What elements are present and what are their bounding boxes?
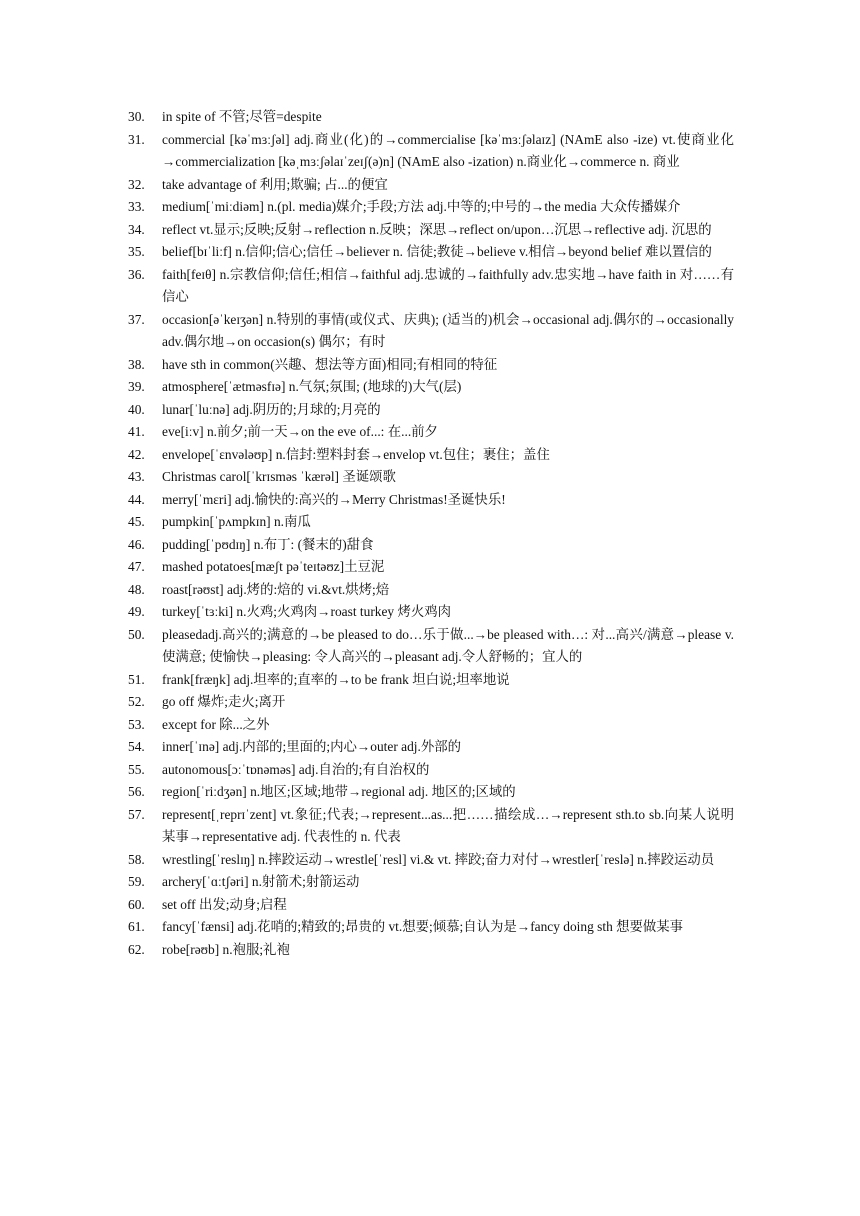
entry-text: in spite of 不管;尽管=despite (162, 109, 322, 124)
entry-text: frank[fræŋk] adj.坦率的;直率的→to be frank 坦白说;坦率地说 (162, 671, 510, 687)
entry-text: merry[ˈmɛri] adj.愉快的:高兴的→Merry Christmas!圣诞快乐! (162, 491, 506, 507)
entry-number: 31. (128, 131, 145, 147)
vocab-entry-51 (128, 669, 734, 692)
entry-number: 34. (128, 221, 145, 237)
vocab-entry-49 (128, 601, 734, 624)
entry-text: faith[feɪθ] n.宗教信仰;信任;相信→faithful adj.忠诚的→faithfully adv.忠实地→have faith in 对……有信心 (162, 266, 734, 304)
entry-text: have sth in common(兴趣、想法等方面)相同;有相同的特征 (162, 356, 498, 372)
entry-number: 30. (128, 109, 145, 124)
entry-number: 62. (128, 941, 145, 957)
entry-text: fancy[ˈfænsi] adj.花哨的;精致的;昂贵的 vt.想要;倾慕;自认为是→fancy doing sth 想要做某事 (162, 919, 684, 934)
entry-text: belief[bɪˈliːf] n.信仰;信心;信任→believer n. 信徒;教徒→believe v.相信→beyond belief 难以置信的 (162, 244, 712, 259)
vocab-entry-62 (128, 939, 734, 962)
vocab-entry-59 (128, 871, 734, 894)
entry-text: wrestling[ˈreslɪŋ] n.摔跤运动→wrestle[ˈresl] vi.& vt. 摔跤;奋力对付→wrestler[ˈreslə] n.摔跤运动员 (162, 851, 715, 867)
entry-number: 61. (128, 919, 145, 934)
vocab-entry-47 (128, 556, 734, 579)
vocab-entry-36 (128, 264, 734, 309)
vocab-entry-53 (128, 714, 734, 737)
entry-text: set off 出发;动身;启程 (162, 896, 287, 912)
vocabulary-list (128, 106, 734, 961)
vocab-entry-54 (128, 736, 734, 759)
entry-number: 44. (128, 491, 145, 507)
entry-text: medium[ˈmiːdiəm] n.(pl. media)媒介;手段;方法 adj.中等的;中号的→the media 大众传播媒介 (162, 199, 681, 214)
entry-text: roast[rəʊst] adj.烤的:焙的 vi.&vt.烘烤;焙 (162, 581, 390, 597)
vocab-entry-61 (128, 916, 734, 939)
entry-text: eve[iːv] n.前夕;前一天→on the eve of...: 在...前夕 (162, 424, 438, 439)
entry-text: commercial [kəˈmɜːʃəl] adj.商业(化)的→commercialise [kəˈmɜːʃəlaɪz] (NAmE also -ize) vt.使商业化→commercialization [kəˌmɜːʃəlaɪˈzeɪʃ(ə)n] (NAmE also -ization) n.商业化→commerce n. 商业 (162, 131, 734, 169)
entry-number: 45. (128, 514, 145, 529)
vocab-entry-42 (128, 444, 734, 467)
vocab-entry-58 (128, 849, 734, 872)
entry-text: turkey[ˈtɜːki] n.火鸡;火鸡肉→roast turkey 烤火鸡肉 (162, 604, 452, 619)
entry-text: archery[ˈɑːtʃəri] n.射箭术;射箭运动 (162, 874, 360, 889)
vocab-entry-34 (128, 219, 734, 242)
entry-number: 52. (128, 694, 145, 709)
entry-number: 38. (128, 356, 145, 372)
entry-number: 55. (128, 761, 145, 777)
entry-number: 32. (128, 176, 145, 192)
entry-text: go off 爆炸;走火;离开 (162, 694, 286, 709)
vocab-entry-50 (128, 624, 734, 669)
entry-number: 36. (128, 266, 145, 282)
vocab-entry-44 (128, 489, 734, 512)
entry-text: occasion[əˈkeɪʒən] n.特别的事情(或仪式、庆典); (适当的)机会→occasional adj.偶尔的→occasionally adv.偶尔地→on occasion(s) 偶尔；有时 (162, 311, 734, 349)
vocab-entry-52 (128, 691, 734, 714)
entry-number: 46. (128, 536, 145, 552)
entry-number: 37. (128, 311, 145, 327)
vocab-entry-48 (128, 579, 734, 602)
vocab-entry-37 (128, 309, 734, 354)
entry-number: 48. (128, 581, 145, 597)
vocab-entry-40 (128, 399, 734, 422)
entry-text: represent[ˌreprɪˈzent] vt.象征;代表;→represent...as...把……描绘成…→represent sth.to sb.向某人说明某事→representative adj. 代表性的 n. 代表 (162, 806, 734, 844)
vocab-entry-46 (128, 534, 734, 557)
vocab-entry-55 (128, 759, 734, 782)
entry-text: Christmas carol[ˈkrɪsməs ˈkærəl] 圣诞颂歌 (162, 469, 396, 484)
entry-text: pumpkin[ˈpʌmpkɪn] n.南瓜 (162, 514, 311, 529)
entry-number: 51. (128, 671, 145, 687)
vocab-entry-31 (128, 129, 734, 174)
vocab-entry-56 (128, 781, 734, 804)
entry-number: 49. (128, 604, 145, 619)
vocab-entry-32 (128, 174, 734, 197)
entry-number: 41. (128, 424, 145, 439)
entry-number: 35. (128, 244, 145, 259)
entry-number: 39. (128, 379, 145, 394)
vocab-entry-38 (128, 354, 734, 377)
entry-number: 50. (128, 626, 145, 642)
entry-text: except for 除...之外 (162, 716, 270, 732)
entry-text: inner[ˈɪnə] adj.内部的;里面的;内心→outer adj.外部的 (162, 739, 461, 754)
entry-text: take advantage of 利用;欺骗; 占...的便宜 (162, 176, 388, 192)
vocab-entry-45 (128, 511, 734, 534)
vocab-entry-41 (128, 421, 734, 444)
entry-number: 43. (128, 469, 145, 484)
entry-number: 47. (128, 559, 145, 574)
vocab-entry-39 (128, 376, 734, 399)
vocab-entry-30 (128, 106, 734, 129)
vocab-entry-60 (128, 894, 734, 917)
entry-text: lunar[ˈluːnə] adj.阴历的;月球的;月亮的 (162, 401, 381, 417)
entry-number: 59. (128, 874, 145, 889)
entry-text: pudding[ˈpʊdɪŋ] n.布丁: (餐末的)甜食 (162, 536, 374, 552)
vocab-entry-35 (128, 241, 734, 264)
entry-number: 54. (128, 739, 145, 754)
entry-text: pleasedadj.高兴的;满意的→be pleased to do…乐于做...→be pleased with…: 对...高兴/满意→please v.使满意; 使愉快→pleasing: 令人高兴的→pleasant adj.令人舒畅的；宜人的 (162, 626, 734, 664)
entry-text: autonomous[ɔːˈtɒnəməs] adj.自治的;有自治权的 (162, 761, 430, 777)
entry-text: region[ˈriːdʒən] n.地区;区域;地带→regional adj. 地区的;区域的 (162, 784, 516, 799)
entry-number: 60. (128, 896, 145, 912)
entry-text: reflect vt.显示;反映;反射→reflection n.反映；深思→reflect on/upon…沉思→reflective adj. 沉思的 (162, 221, 712, 237)
entry-number: 42. (128, 446, 145, 462)
vocab-entry-57 (128, 804, 734, 849)
vocab-entry-43 (128, 466, 734, 489)
vocab-entry-33 (128, 196, 734, 219)
entry-text: atmosphere[ˈætməsfɪə] n.气氛;氛围; (地球的)大气(层) (162, 379, 462, 394)
entry-number: 53. (128, 716, 145, 732)
entry-number: 58. (128, 851, 145, 867)
entry-number: 57. (128, 806, 145, 822)
entry-text: robe[rəʊb] n.袍服;礼袍 (162, 941, 290, 957)
entry-text: envelope[ˈɛnvələʊp] n.信封:塑料封套→envelop vt.包住；裹住；盖住 (162, 446, 550, 462)
entry-number: 56. (128, 784, 145, 799)
entry-number: 40. (128, 401, 145, 417)
entry-number: 33. (128, 199, 145, 214)
entry-text: mashed potatoes[mæʃt pəˈteɪtəʊz]土豆泥 (162, 559, 385, 574)
